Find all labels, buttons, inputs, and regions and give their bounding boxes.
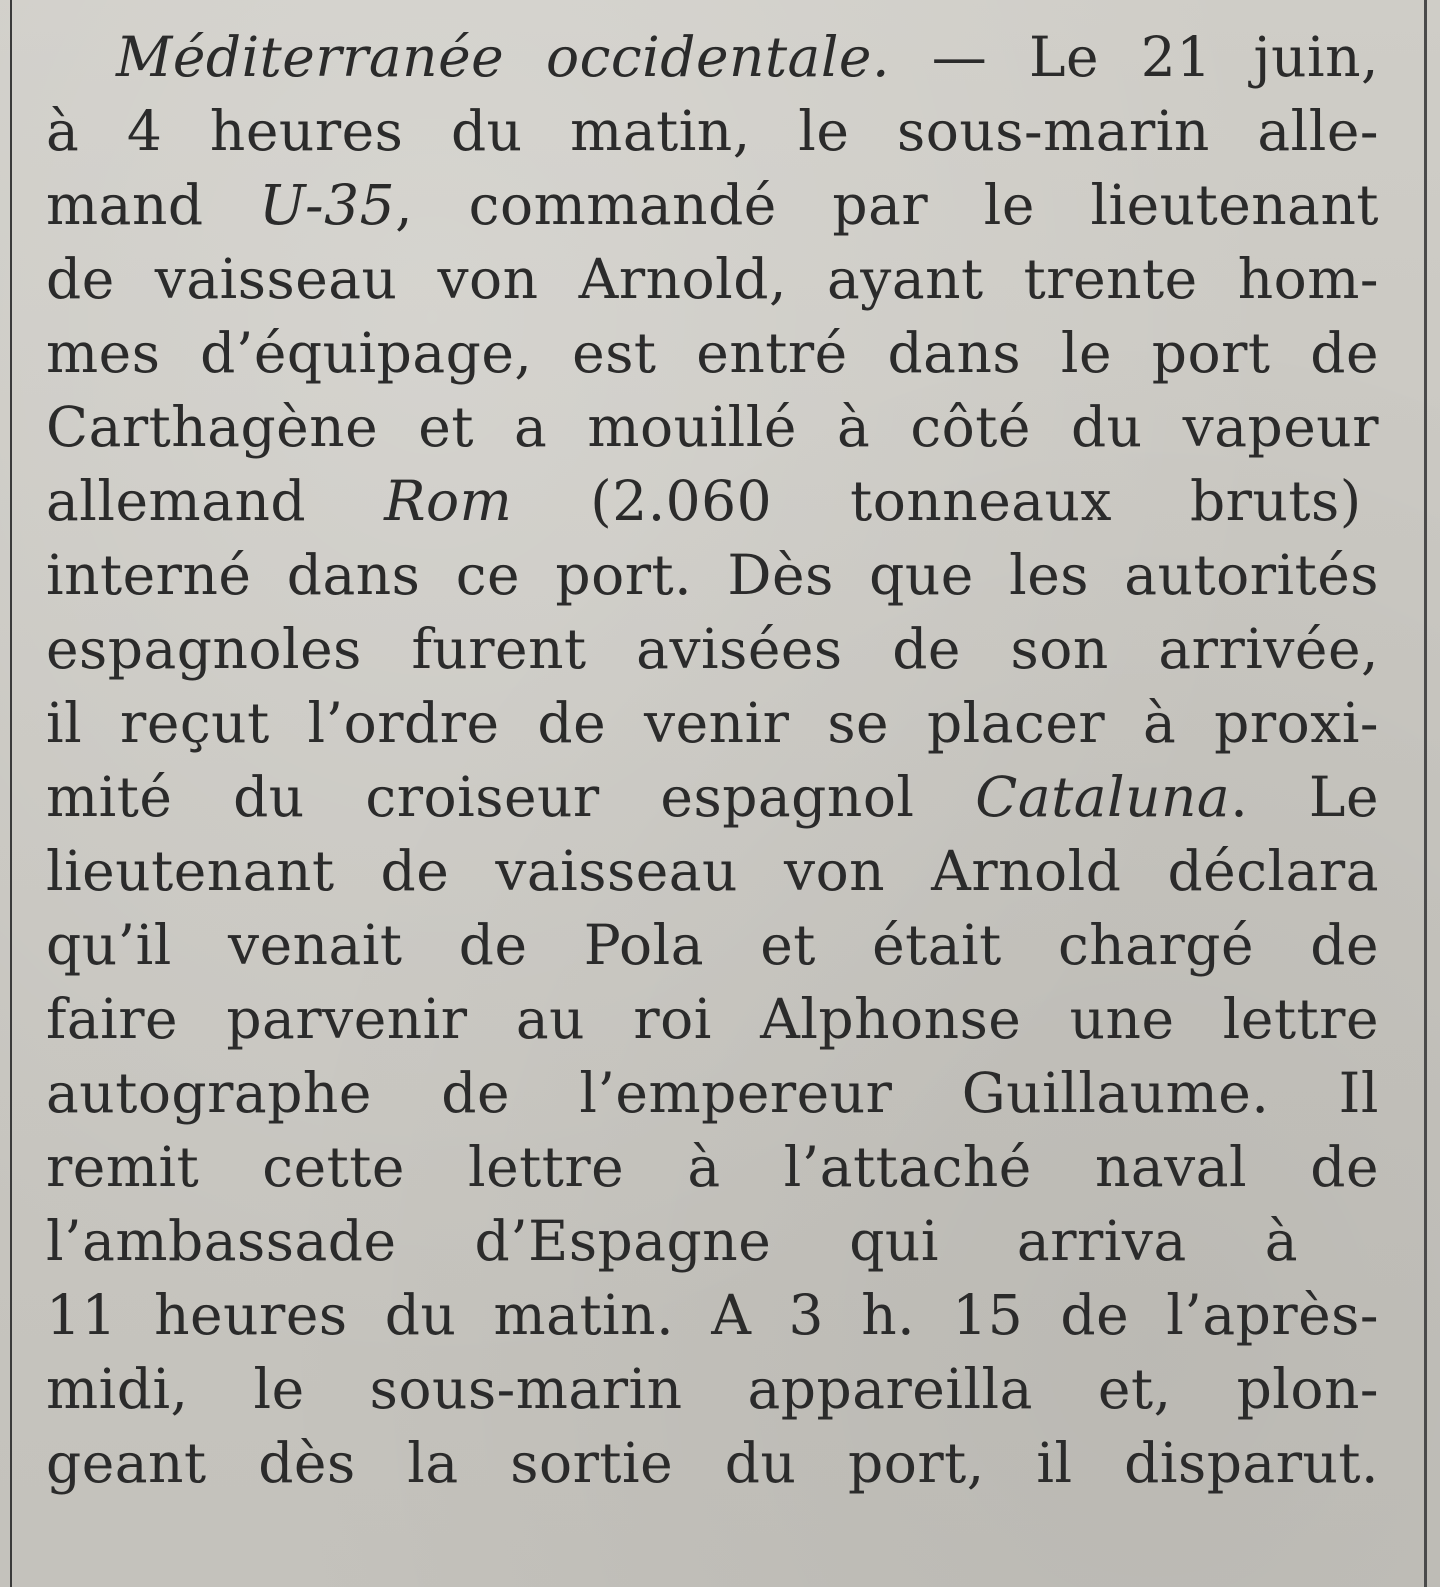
article-line-17 [46,1204,1379,1278]
line-text: 11 heures du matin. A 3 h. 15 de l’après- [46,1283,1379,1347]
article-line-6 [46,390,1379,464]
article-line-2 [46,94,1379,168]
article-line-7 [46,464,1379,538]
cruiser-name: Cataluna [975,765,1231,829]
article-heading: Méditerranée occidentale. [116,25,890,89]
article-line-20 [46,1426,1379,1500]
submarine-name: U-35 [259,173,396,237]
line-text: mes d’équipage, est entré dans le port de [46,321,1379,385]
line-text: Carthagène et a mouillé à côté du vapeur [46,395,1379,459]
line-text: allemand [46,469,385,533]
article-line-11 [46,760,1379,834]
column-rule-right [1424,0,1427,1587]
article-line-5 [46,316,1379,390]
article-line-18 [46,1278,1379,1352]
article-line-13 [46,908,1379,982]
article-line-19 [46,1352,1379,1426]
line-text: remit cette lettre à l’attaché naval de [46,1135,1379,1199]
line-text: qu’il venait de Pola et était chargé de [46,913,1379,977]
article-line-3 [46,168,1379,242]
column-rule-left [10,0,12,1587]
line-text: interné dans ce port. Dès que les autorités [46,543,1379,607]
line-text: lieutenant de vaisseau von Arnold déclara [46,839,1379,903]
line-text: faire parvenir au roi Alphonse une lettre [46,987,1379,1051]
line-text: l’ambassade d’Espagne qui arriva à [46,1209,1299,1273]
article-line-10 [46,686,1379,760]
line-text: (2.060 tonneaux bruts) [512,469,1362,533]
line-text: espagnoles furent avisées de son arrivée, [46,617,1379,681]
article-column [46,20,1379,1500]
article-line-8 [46,538,1379,612]
line-text: mand [46,173,260,237]
line-text: — Le 21 juin, [889,25,1379,89]
line-text: midi, le sous-marin appareilla et, plon- [46,1357,1379,1421]
article-line-14 [46,982,1379,1056]
line-text: . Le [1230,765,1379,829]
article-line-1 [46,20,1379,94]
line-text: de vaisseau von Arnold, ayant trente hom- [46,247,1379,311]
line-text: mité du croiseur espagnol [46,765,976,829]
line-text: geant dès la sortie du port, il disparut. [46,1431,1379,1495]
article-line-15 [46,1056,1379,1130]
article-line-4 [46,242,1379,316]
steamer-name: Rom [384,469,513,533]
article-line-12 [46,834,1379,908]
line-text: autographe de l’empereur Guillaume. Il [46,1061,1379,1125]
article-line-9 [46,612,1379,686]
line-text: , commandé par le lieutenant [395,173,1379,237]
line-text: à 4 heures du matin, le sous-marin alle- [46,99,1379,163]
line-text: il reçut l’ordre de venir se placer à proxi- [46,691,1379,755]
article-line-16 [46,1130,1379,1204]
